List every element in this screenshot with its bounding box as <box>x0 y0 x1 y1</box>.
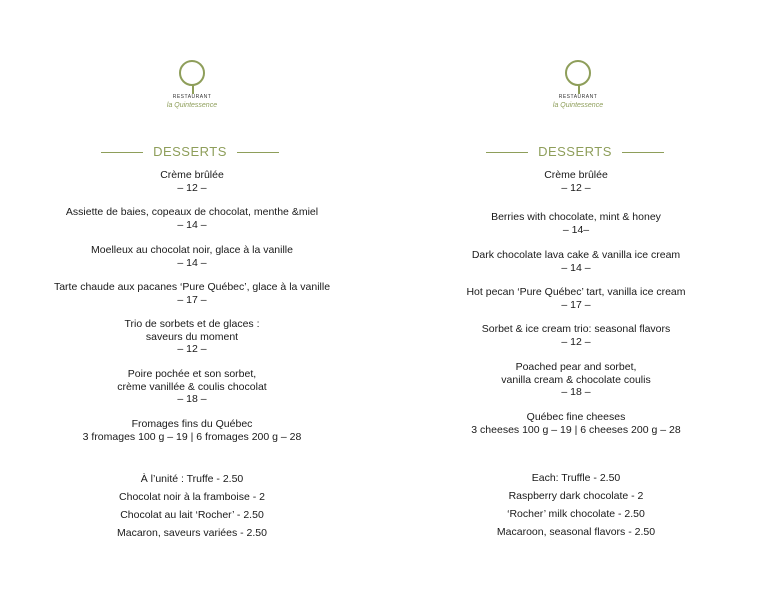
logo-name: la Quintessence <box>552 102 604 109</box>
extra-item: Chocolat noir à la framboise - 2 <box>119 491 265 503</box>
logo-name: la Quintessence <box>166 102 218 109</box>
extra-item: Macaron, saveurs variées - 2.50 <box>117 527 267 539</box>
item-price: – 17 – <box>561 298 591 311</box>
item-name: Moelleux au chocolat noir, glace à la vanille <box>91 244 293 256</box>
q-logo-icon <box>565 60 591 86</box>
restaurant-logo <box>152 60 232 120</box>
item-price: – 14– <box>562 223 590 236</box>
extra-item: Raspberry dark chocolate - 2 <box>508 490 644 502</box>
menu-item <box>0 169 384 194</box>
logo-restaurant-label: RESTAURANT <box>172 94 212 100</box>
item-name: Hot pecan ‘Pure Québec’ tart, vanilla ice cream <box>466 286 686 298</box>
extra-item: Macaroon, seasonal flavors - 2.50 <box>496 526 656 538</box>
section-heading: DESSERTS <box>383 144 767 159</box>
item-price: – 12 – <box>561 335 591 348</box>
divider <box>622 152 664 153</box>
menu-item <box>0 206 384 231</box>
item-name: Sorbet & ice cream trio: seasonal flavors <box>481 323 671 335</box>
item-price: – 14 – <box>177 218 207 231</box>
item-price: – 14 – <box>177 256 207 269</box>
item-description: saveurs du moment <box>145 330 239 343</box>
menu-item <box>0 318 384 356</box>
menu-item <box>384 323 768 348</box>
restaurant-logo <box>538 60 618 120</box>
menu-item <box>0 281 384 306</box>
extra-item: Chocolat au lait ‘Rocher’ - 2.50 <box>120 509 264 521</box>
item-price: – 17 – <box>177 293 207 306</box>
item-name: Trio de sorbets et de glaces : <box>124 318 260 330</box>
item-description: 3 fromages 100 g – 19 | 6 fromages 200 g – 28 <box>82 430 302 443</box>
item-price: – 12 – <box>177 181 207 194</box>
menu-page-english <box>384 0 768 594</box>
menu-item <box>384 211 768 236</box>
item-price: – 14 – <box>561 261 591 274</box>
item-name: Poached pear and sorbet, <box>515 361 637 373</box>
menu-item <box>384 249 768 274</box>
item-description: vanilla cream & chocolate coulis <box>501 373 651 386</box>
menu-item <box>384 286 768 311</box>
item-description: crème vanillée & coulis chocolat <box>117 380 267 393</box>
item-name: Poire pochée et son sorbet, <box>127 368 257 380</box>
item-name: Assiette de baies, copeaux de chocolat, menthe &miel <box>65 206 319 218</box>
logo-restaurant-label: RESTAURANT <box>558 94 598 100</box>
menu-item <box>0 368 384 406</box>
item-price: – 12 – <box>561 181 591 194</box>
item-description: 3 cheeses 100 g – 19 | 6 cheeses 200 g – 28 <box>471 423 681 436</box>
menu-item <box>384 411 768 436</box>
divider <box>486 152 528 153</box>
q-logo-icon <box>179 60 205 86</box>
divider <box>101 152 143 153</box>
extra-item: À l’unité : Truffe - 2.50 <box>140 473 244 485</box>
divider <box>237 152 279 153</box>
item-name: Dark chocolate lava cake & vanilla ice cream <box>471 249 681 261</box>
menu-item <box>0 418 384 443</box>
item-name: Fromages fins du Québec <box>131 418 253 430</box>
item-price: – 12 – <box>177 343 207 355</box>
menu-item <box>0 244 384 269</box>
item-price: – 18 – <box>561 386 591 398</box>
section-heading: DESSERTS <box>0 144 382 159</box>
menu-item <box>384 361 768 399</box>
item-price: – 18 – <box>177 393 207 405</box>
extra-item: ‘Rocher’ milk chocolate - 2.50 <box>507 508 645 520</box>
item-name: Berries with chocolate, mint & honey <box>491 211 661 223</box>
extra-item: Each: Truffle - 2.50 <box>531 472 621 484</box>
item-name: Crème brûlée <box>544 169 608 181</box>
item-name: Québec fine cheeses <box>526 411 626 423</box>
item-name: Crème brûlée <box>160 169 224 181</box>
item-name: Tarte chaude aux pacanes ‘Pure Québec’, glace à la vanille <box>53 281 331 293</box>
menu-item <box>384 169 768 194</box>
